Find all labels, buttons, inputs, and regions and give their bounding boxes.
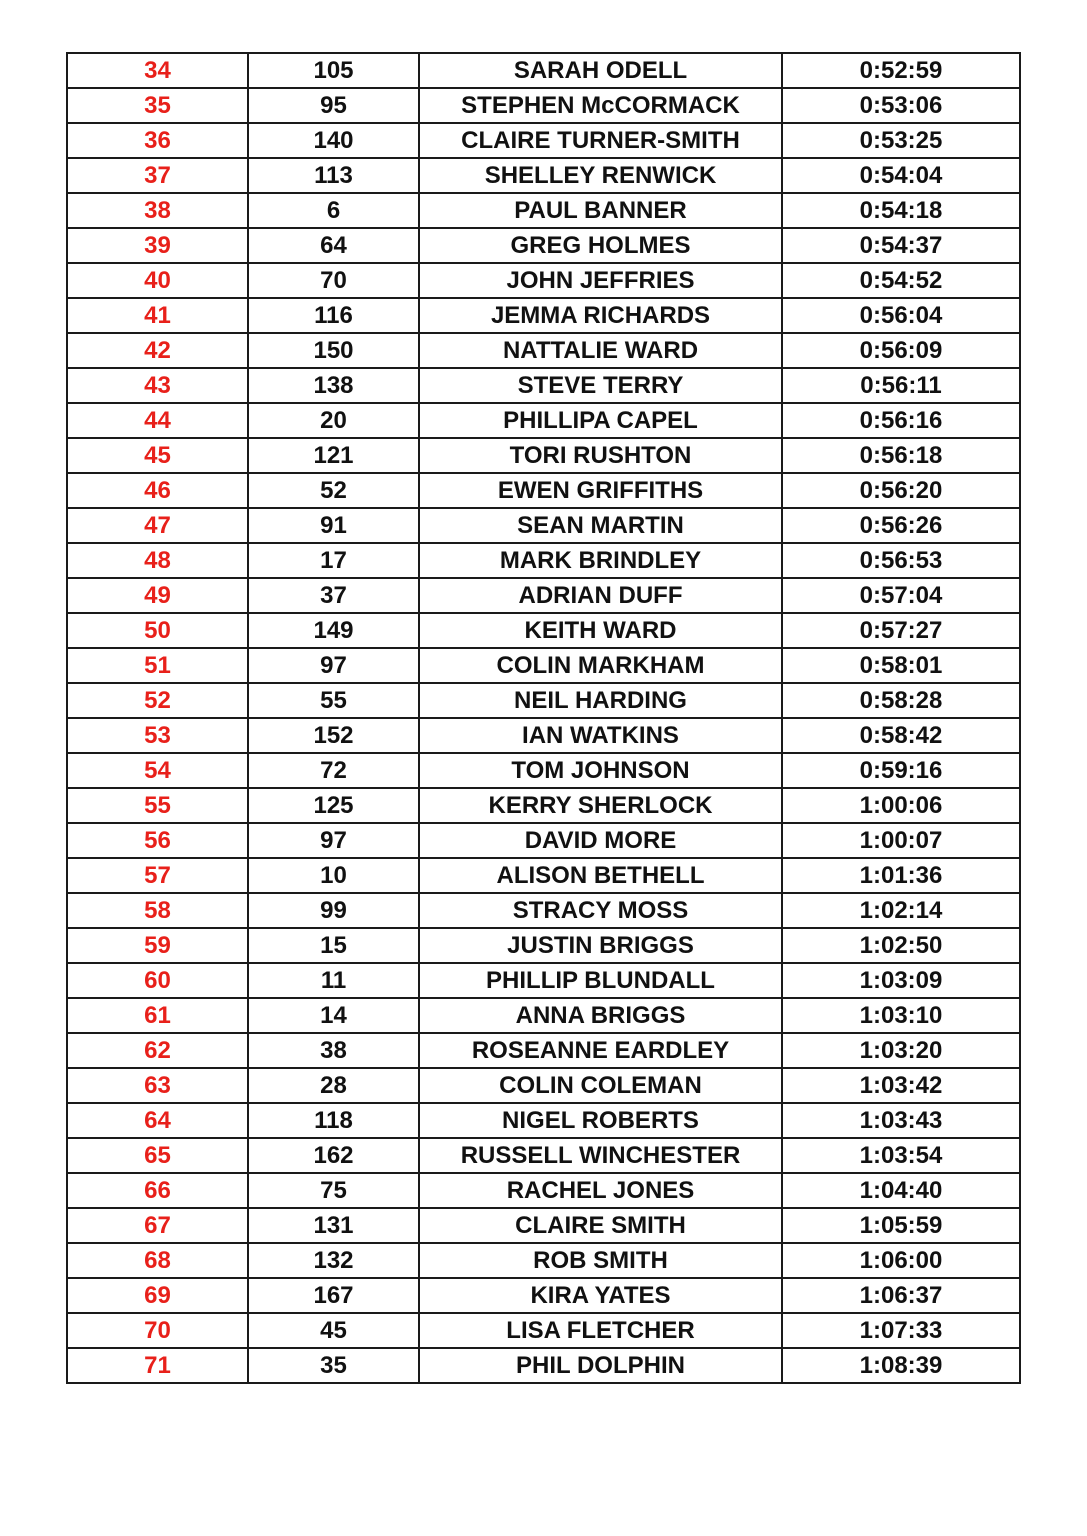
position-cell: 44: [67, 403, 248, 438]
bib-number-cell: 125: [248, 788, 419, 823]
runner-name-cell: KIRA YATES: [419, 1278, 782, 1313]
bib-number-cell: 70: [248, 263, 419, 298]
position-cell: 36: [67, 123, 248, 158]
runner-name-cell: PHILLIP BLUNDALL: [419, 963, 782, 998]
runner-name-cell: RUSSELL WINCHESTER: [419, 1138, 782, 1173]
table-row: [67, 963, 1020, 998]
position-cell: 46: [67, 473, 248, 508]
bib-number-cell: 37: [248, 578, 419, 613]
table-row: [67, 1103, 1020, 1138]
table-row: [67, 578, 1020, 613]
table-row: [67, 88, 1020, 123]
runner-name-cell: NIGEL ROBERTS: [419, 1103, 782, 1138]
position-cell: 34: [67, 53, 248, 88]
table-row: [67, 928, 1020, 963]
table-row: [67, 718, 1020, 753]
runner-name-cell: SEAN MARTIN: [419, 508, 782, 543]
bib-number-cell: 105: [248, 53, 419, 88]
finish-time-cell: 1:05:59: [782, 1208, 1020, 1243]
finish-time-cell: 1:02:14: [782, 893, 1020, 928]
runner-name-cell: JEMMA RICHARDS: [419, 298, 782, 333]
table-row: [67, 823, 1020, 858]
finish-time-cell: 1:03:43: [782, 1103, 1020, 1138]
finish-time-cell: 0:56:16: [782, 403, 1020, 438]
runner-name-cell: TOM JOHNSON: [419, 753, 782, 788]
table-row: [67, 508, 1020, 543]
runner-name-cell: SARAH ODELL: [419, 53, 782, 88]
bib-number-cell: 121: [248, 438, 419, 473]
results-body: [67, 53, 1020, 1383]
runner-name-cell: ANNA BRIGGS: [419, 998, 782, 1033]
position-cell: 49: [67, 578, 248, 613]
runner-name-cell: JUSTIN BRIGGS: [419, 928, 782, 963]
bib-number-cell: 10: [248, 858, 419, 893]
bib-number-cell: 152: [248, 718, 419, 753]
runner-name-cell: KERRY SHERLOCK: [419, 788, 782, 823]
finish-time-cell: 0:54:37: [782, 228, 1020, 263]
bib-number-cell: 91: [248, 508, 419, 543]
finish-time-cell: 0:56:26: [782, 508, 1020, 543]
bib-number-cell: 95: [248, 88, 419, 123]
bib-number-cell: 72: [248, 753, 419, 788]
table-row: [67, 1278, 1020, 1313]
runner-name-cell: PHIL DOLPHIN: [419, 1348, 782, 1383]
runner-name-cell: STRACY MOSS: [419, 893, 782, 928]
position-cell: 69: [67, 1278, 248, 1313]
position-cell: 40: [67, 263, 248, 298]
bib-number-cell: 131: [248, 1208, 419, 1243]
table-row: [67, 683, 1020, 718]
position-cell: 45: [67, 438, 248, 473]
table-row: [67, 473, 1020, 508]
finish-time-cell: 1:03:20: [782, 1033, 1020, 1068]
position-cell: 62: [67, 1033, 248, 1068]
bib-number-cell: 64: [248, 228, 419, 263]
bib-number-cell: 149: [248, 613, 419, 648]
runner-name-cell: LISA FLETCHER: [419, 1313, 782, 1348]
finish-time-cell: 0:57:27: [782, 613, 1020, 648]
finish-time-cell: 0:56:11: [782, 368, 1020, 403]
bib-number-cell: 97: [248, 823, 419, 858]
position-cell: 53: [67, 718, 248, 753]
finish-time-cell: 1:04:40: [782, 1173, 1020, 1208]
bib-number-cell: 28: [248, 1068, 419, 1103]
table-row: [67, 1033, 1020, 1068]
position-cell: 56: [67, 823, 248, 858]
finish-time-cell: 1:03:09: [782, 963, 1020, 998]
table-row: [67, 1348, 1020, 1383]
finish-time-cell: 0:52:59: [782, 53, 1020, 88]
runner-name-cell: ROSEANNE EARDLEY: [419, 1033, 782, 1068]
finish-time-cell: 1:03:10: [782, 998, 1020, 1033]
table-row: [67, 1173, 1020, 1208]
bib-number-cell: 15: [248, 928, 419, 963]
runner-name-cell: RACHEL JONES: [419, 1173, 782, 1208]
position-cell: 64: [67, 1103, 248, 1138]
table-row: [67, 893, 1020, 928]
runner-name-cell: PAUL BANNER: [419, 193, 782, 228]
position-cell: 38: [67, 193, 248, 228]
table-row: [67, 228, 1020, 263]
table-row: [67, 753, 1020, 788]
bib-number-cell: 6: [248, 193, 419, 228]
bib-number-cell: 97: [248, 648, 419, 683]
position-cell: 63: [67, 1068, 248, 1103]
position-cell: 43: [67, 368, 248, 403]
table-row: [67, 788, 1020, 823]
finish-time-cell: 0:56:18: [782, 438, 1020, 473]
runner-name-cell: PHILLIPA CAPEL: [419, 403, 782, 438]
position-cell: 59: [67, 928, 248, 963]
runner-name-cell: KEITH WARD: [419, 613, 782, 648]
table-row: [67, 1208, 1020, 1243]
finish-time-cell: 0:53:25: [782, 123, 1020, 158]
runner-name-cell: CLAIRE SMITH: [419, 1208, 782, 1243]
runner-name-cell: STEPHEN McCORMACK: [419, 88, 782, 123]
table-row: [67, 998, 1020, 1033]
table-row: [67, 53, 1020, 88]
position-cell: 65: [67, 1138, 248, 1173]
position-cell: 68: [67, 1243, 248, 1278]
position-cell: 67: [67, 1208, 248, 1243]
table-row: [67, 123, 1020, 158]
position-cell: 55: [67, 788, 248, 823]
table-row: [67, 1068, 1020, 1103]
position-cell: 71: [67, 1348, 248, 1383]
table-row: [67, 648, 1020, 683]
bib-number-cell: 118: [248, 1103, 419, 1138]
bib-number-cell: 162: [248, 1138, 419, 1173]
finish-time-cell: 1:00:07: [782, 823, 1020, 858]
table-row: [67, 1243, 1020, 1278]
finish-time-cell: 1:03:42: [782, 1068, 1020, 1103]
position-cell: 41: [67, 298, 248, 333]
finish-time-cell: 0:56:09: [782, 333, 1020, 368]
finish-time-cell: 0:54:18: [782, 193, 1020, 228]
bib-number-cell: 17: [248, 543, 419, 578]
finish-time-cell: 1:02:50: [782, 928, 1020, 963]
position-cell: 37: [67, 158, 248, 193]
bib-number-cell: 11: [248, 963, 419, 998]
finish-time-cell: 0:59:16: [782, 753, 1020, 788]
bib-number-cell: 20: [248, 403, 419, 438]
runner-name-cell: COLIN MARKHAM: [419, 648, 782, 683]
bib-number-cell: 116: [248, 298, 419, 333]
runner-name-cell: ADRIAN DUFF: [419, 578, 782, 613]
table-row: [67, 298, 1020, 333]
bib-number-cell: 138: [248, 368, 419, 403]
position-cell: 66: [67, 1173, 248, 1208]
position-cell: 47: [67, 508, 248, 543]
position-cell: 70: [67, 1313, 248, 1348]
finish-time-cell: 1:01:36: [782, 858, 1020, 893]
finish-time-cell: 0:58:28: [782, 683, 1020, 718]
finish-time-cell: 1:06:00: [782, 1243, 1020, 1278]
runner-name-cell: EWEN GRIFFITHS: [419, 473, 782, 508]
bib-number-cell: 167: [248, 1278, 419, 1313]
runner-name-cell: IAN WATKINS: [419, 718, 782, 753]
finish-time-cell: 0:57:04: [782, 578, 1020, 613]
finish-time-cell: 0:54:04: [782, 158, 1020, 193]
finish-time-cell: 0:54:52: [782, 263, 1020, 298]
bib-number-cell: 132: [248, 1243, 419, 1278]
bib-number-cell: 35: [248, 1348, 419, 1383]
position-cell: 58: [67, 893, 248, 928]
position-cell: 60: [67, 963, 248, 998]
position-cell: 42: [67, 333, 248, 368]
table-row: [67, 368, 1020, 403]
bib-number-cell: 150: [248, 333, 419, 368]
finish-time-cell: 1:00:06: [782, 788, 1020, 823]
position-cell: 48: [67, 543, 248, 578]
position-cell: 50: [67, 613, 248, 648]
finish-time-cell: 0:56:53: [782, 543, 1020, 578]
bib-number-cell: 99: [248, 893, 419, 928]
runner-name-cell: NEIL HARDING: [419, 683, 782, 718]
position-cell: 52: [67, 683, 248, 718]
runner-name-cell: TORI RUSHTON: [419, 438, 782, 473]
runner-name-cell: CLAIRE TURNER-SMITH: [419, 123, 782, 158]
bib-number-cell: 52: [248, 473, 419, 508]
race-results-table: [66, 52, 1021, 1384]
finish-time-cell: 1:03:54: [782, 1138, 1020, 1173]
position-cell: 61: [67, 998, 248, 1033]
runner-name-cell: ROB SMITH: [419, 1243, 782, 1278]
finish-time-cell: 0:53:06: [782, 88, 1020, 123]
table-row: [67, 1138, 1020, 1173]
bib-number-cell: 38: [248, 1033, 419, 1068]
table-row: [67, 403, 1020, 438]
finish-time-cell: 0:58:01: [782, 648, 1020, 683]
runner-name-cell: SHELLEY RENWICK: [419, 158, 782, 193]
bib-number-cell: 14: [248, 998, 419, 1033]
position-cell: 51: [67, 648, 248, 683]
runner-name-cell: JOHN JEFFRIES: [419, 263, 782, 298]
runner-name-cell: COLIN COLEMAN: [419, 1068, 782, 1103]
position-cell: 54: [67, 753, 248, 788]
finish-time-cell: 0:56:20: [782, 473, 1020, 508]
position-cell: 57: [67, 858, 248, 893]
bib-number-cell: 140: [248, 123, 419, 158]
table-row: [67, 543, 1020, 578]
finish-time-cell: 1:06:37: [782, 1278, 1020, 1313]
table-row: [67, 158, 1020, 193]
table-row: [67, 613, 1020, 648]
finish-time-cell: 0:58:42: [782, 718, 1020, 753]
runner-name-cell: STEVE TERRY: [419, 368, 782, 403]
bib-number-cell: 113: [248, 158, 419, 193]
runner-name-cell: GREG HOLMES: [419, 228, 782, 263]
finish-time-cell: 0:56:04: [782, 298, 1020, 333]
runner-name-cell: DAVID MORE: [419, 823, 782, 858]
runner-name-cell: MARK BRINDLEY: [419, 543, 782, 578]
table-row: [67, 263, 1020, 298]
table-row: [67, 438, 1020, 473]
position-cell: 39: [67, 228, 248, 263]
finish-time-cell: 1:08:39: [782, 1348, 1020, 1383]
runner-name-cell: NATTALIE WARD: [419, 333, 782, 368]
bib-number-cell: 55: [248, 683, 419, 718]
bib-number-cell: 45: [248, 1313, 419, 1348]
bib-number-cell: 75: [248, 1173, 419, 1208]
table-row: [67, 1313, 1020, 1348]
position-cell: 35: [67, 88, 248, 123]
runner-name-cell: ALISON BETHELL: [419, 858, 782, 893]
table-row: [67, 333, 1020, 368]
table-row: [67, 193, 1020, 228]
table-row: [67, 858, 1020, 893]
finish-time-cell: 1:07:33: [782, 1313, 1020, 1348]
